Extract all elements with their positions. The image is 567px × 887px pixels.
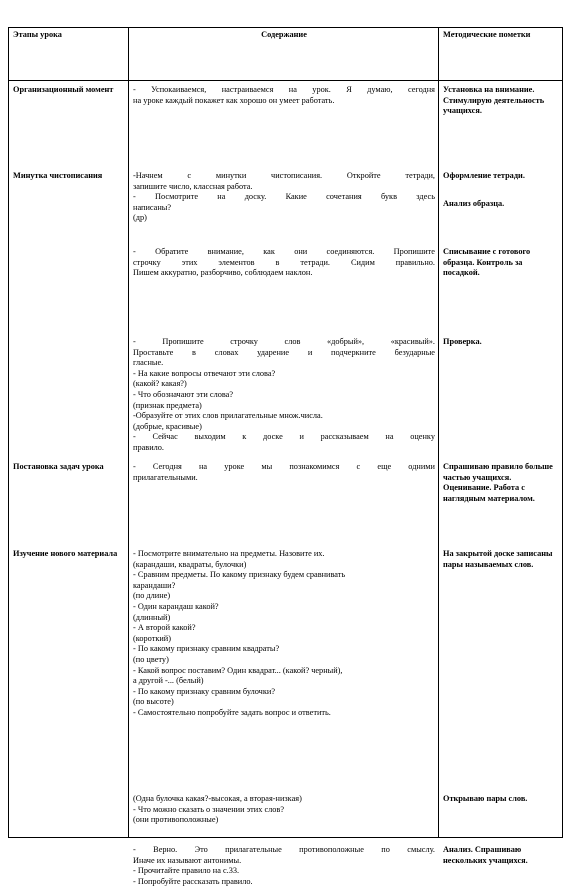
- content-line: Иначе их называют антонимы.: [133, 855, 242, 865]
- content-line: - Верно. Это прилагательные противоположные по смыслу.: [133, 845, 435, 854]
- content-block: [133, 85, 435, 106]
- header-stages: Этапы урока: [9, 28, 129, 81]
- content-line: - Самостоятельно попробуйте задать вопрос и ответить.: [133, 707, 331, 717]
- table-body-row: [9, 81, 563, 838]
- content-line: - Пропишите строчку слов «добрый», «красивый».: [133, 337, 435, 346]
- content-block: [133, 845, 435, 887]
- content-line: (карандаши, квадраты, булочки): [133, 559, 247, 569]
- content-line: - А второй какой?: [133, 623, 196, 633]
- stage-name: Минутка чистописания: [13, 171, 103, 180]
- content-line: гласные.: [133, 358, 164, 368]
- content-line: строчку этих элементов в тетради. Сидим правильно.: [133, 257, 435, 267]
- content-line: правило.: [133, 442, 164, 452]
- method-note: Проверка.: [443, 337, 482, 346]
- method-note: Анализ образца.: [443, 199, 505, 208]
- content-block: [133, 247, 435, 279]
- notes-column: [439, 81, 563, 865]
- content-line: - По какому признаку сравним квадраты?: [133, 644, 280, 654]
- method-note: Анализ. Спрашиваю нескольких учащихся.: [443, 845, 528, 865]
- method-note: Списывание с готового образца. Контроль за посадкой.: [443, 247, 531, 278]
- header-content: Содержание: [129, 28, 439, 81]
- content-line: - По какому признаку сравним булочки?: [133, 686, 276, 696]
- content-block: [133, 549, 435, 719]
- content-line: (признак предмета): [133, 400, 202, 410]
- method-note: Спрашиваю правило больше частью учащихся. Оценивание. Работа с наглядным материалом.: [443, 462, 553, 503]
- table-header-row: [9, 28, 563, 81]
- stage-name: Постановка задач урока: [13, 462, 104, 471]
- content-line: - Сейчас выходим к доске и рассказываем на оценку: [133, 432, 435, 442]
- content-line: - Один карандаш какой?: [133, 601, 219, 611]
- content-line: -Начнем с минутки чистописания. Откройте тетради,: [133, 171, 435, 180]
- content-line: прилагательными.: [133, 472, 198, 482]
- content-block: [133, 462, 435, 483]
- content-line: (по длине): [133, 591, 171, 601]
- content-line: - Сравним предметы. По какому признаку будем сравнивать: [133, 570, 346, 580]
- stages-column: [9, 81, 129, 838]
- method-note: Установка на внимание. Стимулирую деятельность учащихся.: [443, 85, 545, 116]
- content-line: (длинный): [133, 612, 171, 622]
- content-line: -Образуйте от этих слов прилагательные множ.числа.: [133, 411, 323, 421]
- lesson-plan-table: [8, 27, 563, 886]
- method-note: Оформление тетради.: [443, 171, 525, 180]
- method-note: Открываю пары слов.: [443, 794, 528, 803]
- content-line: а другой -... (белый): [133, 676, 204, 686]
- stage-name: Изучение нового материала: [13, 549, 118, 558]
- content-line: - Прочитайте правило на с.33.: [133, 866, 240, 876]
- content-line: - Попробуйте рассказать правило.: [133, 876, 253, 886]
- content-column: [129, 81, 439, 886]
- content-line: - Посмотрите на доску. Какие сочетания букв здесь: [133, 192, 435, 202]
- content-line: - Какой вопрос поставим? Один квадрат... (какой? черный),: [133, 665, 343, 675]
- content-line: - Сегодня на уроке мы познакомимся с еще одними: [133, 462, 435, 471]
- content-line: написаны?: [133, 202, 172, 212]
- content-line: (др): [133, 213, 147, 223]
- content-line: - Успокаиваемся, настраиваемся на урок. Я думаю, сегодня: [133, 85, 435, 94]
- content-line: (по высоте): [133, 697, 174, 707]
- content-line: на уроке каждый покажет как хорошо он умеет работать.: [133, 95, 335, 105]
- content-block: [133, 171, 435, 224]
- content-line: - Обратите внимание, как они соединяются. Пропишите: [133, 247, 435, 256]
- content-block: [133, 794, 435, 826]
- stage-name: Организационный момент: [13, 85, 114, 94]
- content-line: (добрые, красивые): [133, 421, 202, 431]
- content-line: - Посмотрите внимательно на предметы. Назовите их.: [133, 549, 325, 558]
- header-notes: Методические пометки: [439, 28, 563, 81]
- content-line: (короткий): [133, 633, 172, 643]
- content-line: (они противоположные): [133, 815, 219, 825]
- content-block: [133, 337, 435, 454]
- lesson-plan-page: [8, 27, 556, 886]
- content-line: карандаши?: [133, 580, 176, 590]
- content-line: (по цвету): [133, 654, 169, 664]
- content-line: запишите число, классная работа.: [133, 181, 253, 191]
- content-line: - На какие вопросы отвечают эти слова?: [133, 368, 276, 378]
- content-line: (какой? какая?): [133, 379, 187, 389]
- content-line: Проставьте в словах ударение и подчеркните безударные: [133, 347, 435, 357]
- content-line: - Что можно сказать о значении этих слов?: [133, 804, 285, 814]
- content-line: - Что обозначают эти слова?: [133, 389, 234, 399]
- method-note: На закрытой доске записаны пары называемых слов.: [443, 549, 553, 569]
- content-line: (Одна булочка какая?-высокая, а вторая-низкая): [133, 794, 302, 803]
- content-line: Пишем аккуратно, разборчиво, соблюдаем наклон.: [133, 268, 313, 278]
